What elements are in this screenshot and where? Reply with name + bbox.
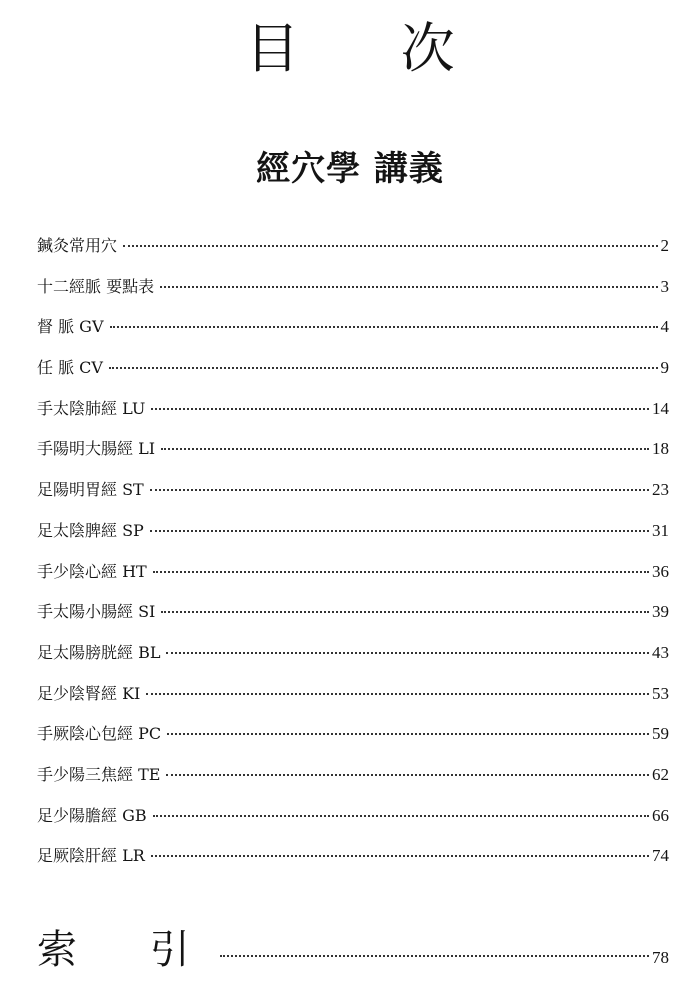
entry-label: 足少陰腎經 KI	[37, 683, 141, 703]
toc-entry[interactable]	[37, 714, 669, 755]
entry-page-number: 3	[660, 276, 669, 296]
toc-entry[interactable]	[37, 552, 669, 593]
entry-page-number: 74	[652, 846, 669, 866]
dot-leader	[146, 693, 649, 695]
entry-page-number: 9	[660, 358, 669, 378]
toc-entry[interactable]	[37, 470, 669, 511]
entry-label: 足厥陰肝經 LR	[37, 846, 145, 866]
toc-entry[interactable]	[37, 511, 669, 552]
toc-entry[interactable]	[37, 633, 669, 674]
dot-leader	[153, 815, 649, 817]
page-title: 目 次	[245, 17, 497, 80]
index-label: 索 引	[37, 927, 220, 973]
entry-page-number: 66	[652, 805, 669, 825]
dot-leader	[150, 489, 649, 491]
dot-leader	[220, 955, 649, 957]
dot-leader	[151, 408, 649, 410]
toc-entry[interactable]	[37, 348, 669, 389]
dot-leader	[161, 448, 649, 450]
dot-leader	[166, 652, 649, 654]
entry-label: 手太陰肺經 LU	[37, 398, 146, 418]
section-title: 經穴學 講義	[256, 149, 444, 189]
dot-leader	[153, 571, 649, 573]
entry-label: 手陽明大腸經 LI	[37, 439, 156, 459]
entry-page-number: 31	[652, 520, 669, 540]
dot-leader	[161, 611, 649, 613]
entry-page-number: 39	[652, 602, 669, 622]
index-page-number: 78	[652, 948, 669, 967]
dot-leader	[151, 855, 649, 857]
toc-entry[interactable]	[37, 796, 669, 837]
entry-label: 鍼灸常用穴	[37, 236, 118, 255]
entry-page-number: 23	[652, 480, 669, 500]
entry-page-number: 62	[652, 764, 669, 784]
table-of-contents	[37, 226, 669, 877]
entry-label: 手太陽小腸經 SI	[37, 602, 156, 622]
dot-leader	[109, 367, 658, 369]
toc-entry[interactable]	[37, 674, 669, 715]
entry-page-number: 36	[652, 561, 669, 581]
entry-label: 足少陽膽經 GB	[37, 805, 147, 825]
dot-leader	[167, 733, 649, 735]
toc-entry[interactable]	[37, 429, 669, 470]
entry-label: 任 脈 CV	[37, 358, 103, 378]
entry-label: 足太陽膀胱經 BL	[37, 642, 161, 662]
dot-leader	[123, 245, 657, 247]
entry-page-number: 18	[652, 439, 669, 459]
dot-leader	[160, 286, 657, 288]
dot-leader	[150, 530, 649, 532]
entry-page-number: 4	[660, 317, 669, 337]
entry-label: 手少陰心經 HT	[37, 561, 147, 581]
entry-page-number: 43	[652, 642, 669, 662]
toc-entry[interactable]	[37, 836, 669, 877]
entry-page-number: 2	[660, 236, 669, 255]
toc-entry[interactable]	[37, 307, 669, 348]
entry-page-number: 14	[652, 398, 669, 418]
toc-entry[interactable]	[37, 389, 669, 430]
entry-label: 足陽明胃經 ST	[37, 480, 144, 500]
dot-leader	[110, 326, 658, 328]
entry-page-number: 53	[652, 683, 669, 703]
entry-label: 督 脈 GV	[37, 317, 104, 337]
dot-leader	[166, 774, 649, 776]
toc-entry[interactable]	[37, 755, 669, 796]
entry-page-number: 59	[652, 724, 669, 744]
entry-label: 十二經脈 要點表	[37, 276, 155, 296]
entry-label: 手少陽三焦經 TE	[37, 764, 161, 784]
toc-entry[interactable]	[37, 592, 669, 633]
toc-entry[interactable]	[37, 226, 669, 267]
entry-label: 手厥陰心包經 PC	[37, 724, 162, 744]
index-entry[interactable]	[37, 922, 669, 986]
toc-entry[interactable]	[37, 267, 669, 308]
entry-label: 足太陰脾經 SP	[37, 520, 144, 540]
